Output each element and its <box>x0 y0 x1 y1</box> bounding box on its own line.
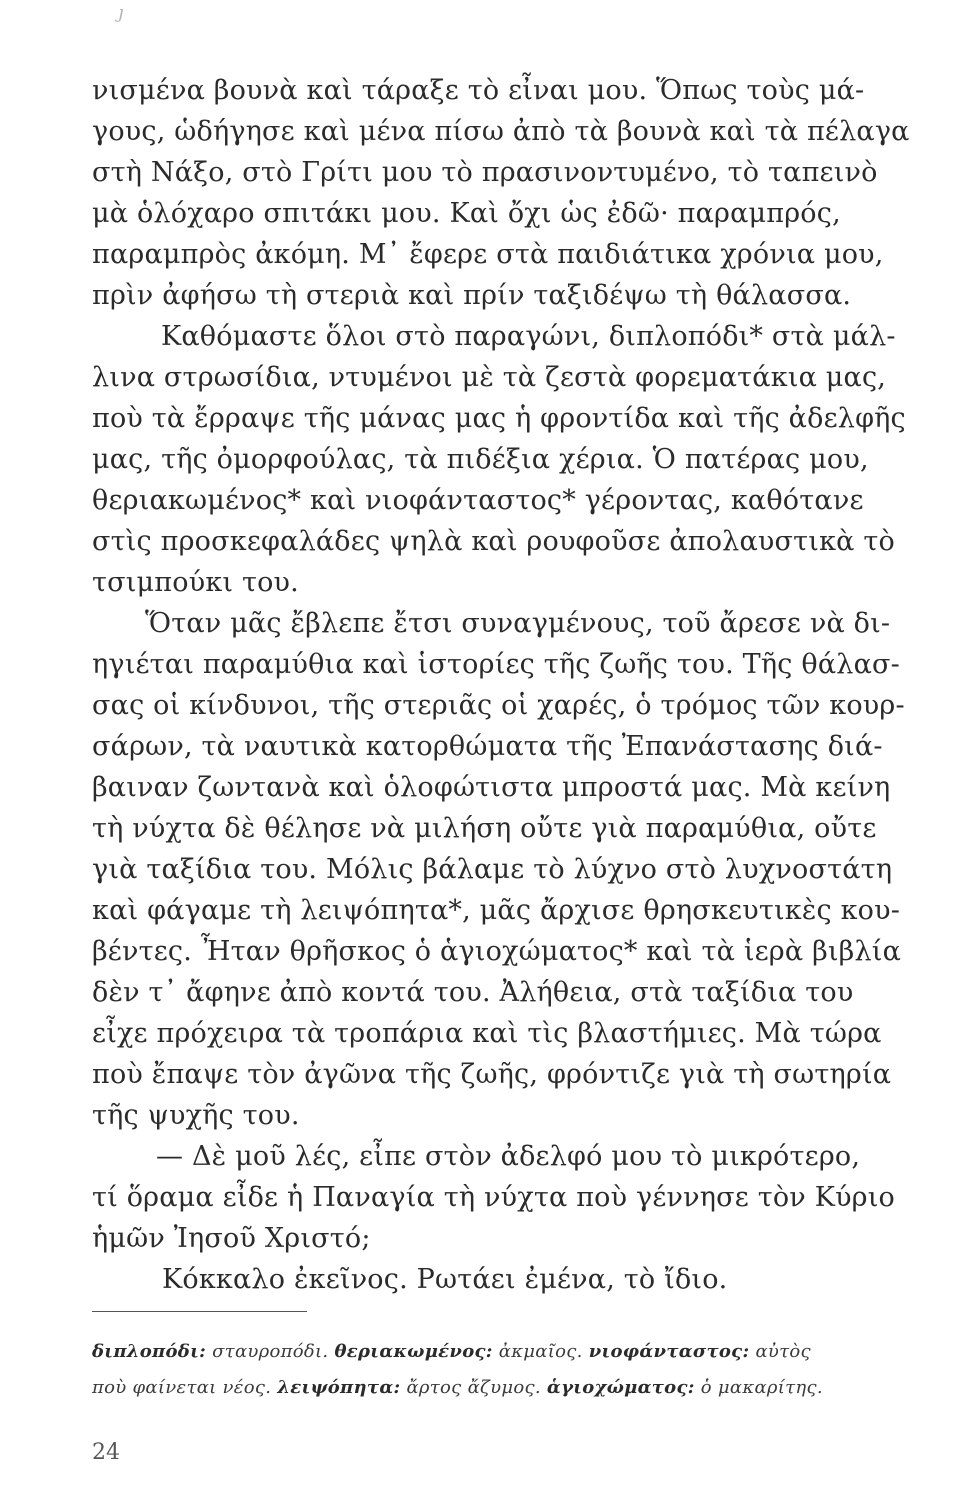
text-line: σάρων, τὰ ναυτικὰ κατορθώματα τῆς Ἐπανάστασης διά- <box>92 731 883 762</box>
footnote-line <box>92 1339 811 1365</box>
text-line: εἶχε πρόχειρα τὰ τροπάρια καὶ τὶς βλαστήμιες. Μὰ τώρα <box>92 1018 882 1049</box>
text-line: τὴ νύχτα δὲ θέλησε νὰ μιλήση οὔτε γιὰ παραμύθια, οὔτε <box>92 813 877 844</box>
text-line: βέντες. Ἦταν θρῆσκος ὁ ἁγιοχώματος* καὶ τὰ ἱερὰ βιβλία <box>92 936 902 967</box>
text-line: Ὅταν μᾶς ἔβλεπε ἔτσι συναγμένους, τοῦ ἄρεσε νὰ δι- <box>145 608 891 639</box>
text-line: τσιμπούκι του. <box>92 567 299 598</box>
text-line: μας, τῆς ὀμορφούλας, τὰ πιδέξια χέρια. Ὁ πατέρας μου, <box>92 444 869 475</box>
text-line: γους, ὡδήγησε καὶ μένα πίσω ἀπὸ τὰ βουνὰ καὶ τὰ πέλαγα <box>92 116 910 147</box>
text-line: — Δὲ μοῦ λές, εἶπε στὸν ἀδελφό μου τὸ μικρότερο, <box>156 1141 861 1172</box>
footnote-gloss: ὁ μακαρίτης. <box>700 1377 823 1398</box>
text-line: πρὶν ἀφήσω τὴ στεριὰ καὶ πρίν ταξιδέψω τὴ θάλασσα. <box>92 280 852 311</box>
page-number: 24 <box>92 1440 120 1465</box>
footnote-term: λειψόπητα: <box>277 1377 401 1398</box>
footnote-gloss: ἄρτος ἄζυμος. <box>406 1377 541 1398</box>
text-line: γιὰ ταξίδια του. Μόλις βάλαμε τὸ λύχνο στὸ λυχνοστάτη <box>92 854 893 885</box>
text-line: καὶ φάγαμε τὴ λειψόπητα*, μᾶς ἄρχισε θρησκευτικὲς κου- <box>92 895 901 926</box>
text-line: βαιναν ζωντανὰ καὶ ὁλοφώτιστα μπροστά μας. Μὰ κείνη <box>92 772 891 803</box>
footnote-gloss: σταυροπόδι. <box>212 1341 329 1362</box>
text-line: λινα στρωσίδια, ντυμένοι μὲ τὰ ζεστὰ φορεματάκια μας, <box>92 362 887 393</box>
text-line: ηγιέται παραμύθια καὶ ἱστορίες τῆς ζωῆς του. Τῆς θάλασ- <box>92 649 900 680</box>
footnote-gloss: ἀκμαῖος. <box>498 1341 583 1362</box>
footnote-line <box>92 1375 823 1401</box>
text-line: ἡμῶν Ἰησοῦ Χριστό; <box>92 1223 371 1254</box>
text-line: Κόκκαλο ἐκεῖνος. Ρωτάει ἐμένα, τὸ ἴδιο. <box>162 1264 728 1295</box>
text-line: ποὺ ἔπαψε τὸν ἀγῶνα τῆς ζωῆς, φρόντιζε γιὰ τὴ σωτηρία <box>92 1059 892 1090</box>
text-line: δὲν τ᾽ ἄφηνε ἀπὸ κοντά του. Ἀλήθεια, στὰ ταξίδια του <box>92 977 854 1008</box>
footnote-rule <box>92 1311 307 1312</box>
text-line: ποὺ τὰ ἔρραψε τῆς μάνας μας ἡ φροντίδα καὶ τῆς ἀδελφῆς <box>92 403 906 434</box>
text-line: τῆς ψυχῆς του. <box>92 1100 300 1131</box>
text-line: σας οἱ κίνδυνοι, τῆς στεριᾶς οἱ χαρές, ὁ τρόμος τῶν κουρ- <box>92 690 905 721</box>
footnote-gloss: ποὺ φαίνεται νέος. <box>92 1377 272 1398</box>
footnote-term: νιοφάνταστος: <box>588 1341 750 1362</box>
footnote-term: διπλοπόδι: <box>92 1341 207 1362</box>
text-line: στὴ Νάξο, στὸ Γρίτι μου τὸ πρασινοντυμένο, τὸ ταπεινὸ <box>92 157 878 188</box>
footnote-term: θεριακωμένος: <box>334 1341 493 1362</box>
footnote-term: ἁγιοχώματος: <box>546 1377 695 1398</box>
text-line: μὰ ὁλόχαρο σπιτάκι μου. Καὶ ὄχι ὡς ἐδῶ· παραμπρός, <box>92 198 841 229</box>
text-line: τί ὅραμα εἶδε ἡ Παναγία τὴ νύχτα ποὺ γέννησε τὸν Κύριο <box>92 1182 896 1213</box>
text-line: στὶς προσκεφαλάδες ψηλὰ καὶ ρουφοῦσε ἀπολαυστικὰ τὸ <box>92 526 895 557</box>
text-line: νισμένα βουνὰ καὶ τάραξε τὸ εἶναι μου. Ὅπως τοὺς μά- <box>92 75 865 106</box>
page-mark: ȷ <box>118 2 124 23</box>
text-line: παραμπρὸς ἀκόμη. Μ᾽ ἔφερε στὰ παιδιάτικα χρόνια μου, <box>92 239 884 270</box>
text-line: Καθόμαστε ὅλοι στὸ παραγώνι, διπλοπόδι* στὰ μάλ- <box>161 321 896 352</box>
footnote-gloss: αὐτὸς <box>755 1341 811 1362</box>
text-line: θεριακωμένος* καὶ νιοφάνταστος* γέροντας, καθότανε <box>92 485 864 516</box>
